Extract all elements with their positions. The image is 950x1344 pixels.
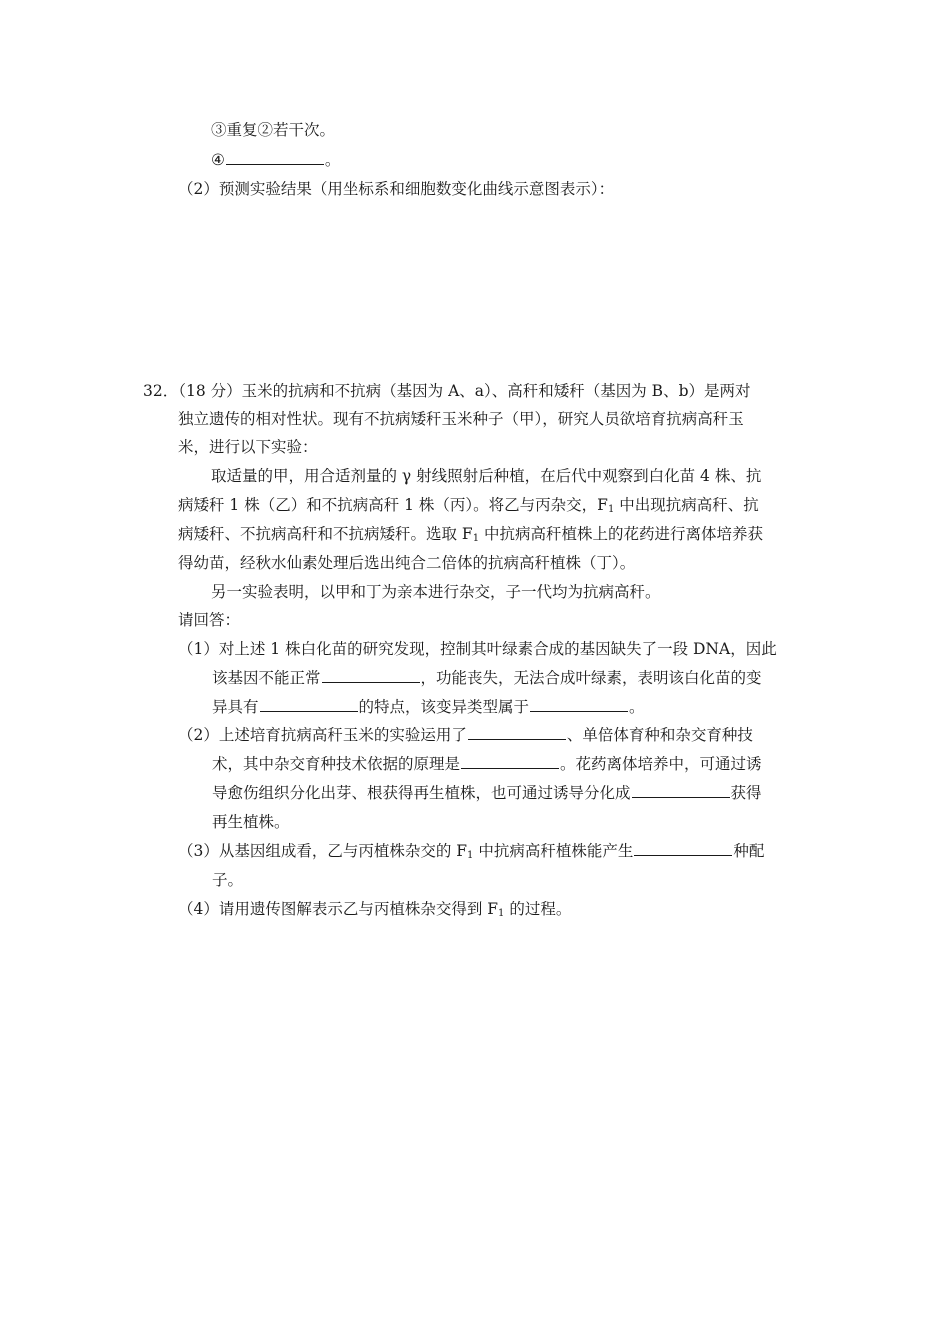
sub-q1-text-3c: 。 [629, 698, 645, 716]
sub-q1-line-1 [178, 638, 777, 660]
sub-q2-text-1b: 、单倍体育种和杂交育种技 [566, 726, 753, 744]
sub-q3-text-1c: 种配 [733, 842, 765, 860]
answer-blank-2b[interactable] [461, 753, 559, 769]
sub-q2-text-4: 再生植株。 [212, 813, 290, 831]
answer-blank-step4[interactable] [226, 149, 324, 165]
question-number: 32． [143, 382, 179, 400]
q32-intro-text-1: （18 分）玉米的抗病和不抗病（基因为 A、a）、高秆和矮秆（基因为 B、b）是两对 [178, 382, 751, 400]
answer-blank-3a[interactable] [634, 840, 732, 856]
sub-q3-text-1b: 中抗病高秆植株能产生 [473, 842, 634, 860]
q32-p1-line-4 [178, 552, 635, 574]
f1-subscript: 1 [607, 504, 615, 515]
answer-blank-2c[interactable] [632, 782, 730, 798]
q32-p1-line-2 [178, 494, 759, 516]
part-2-text: （2）预测实验结果（用坐标系和细胞数变化曲线示意图表示）： [178, 180, 615, 198]
f1-subscript: 1 [498, 908, 505, 919]
answer-blank-1c[interactable] [530, 696, 628, 712]
sub-q1-text-1: （1）对上述 1 株白化苗的研究发现，控制其叶绿素合成的基因缺失了一段 DNA，因此 [178, 640, 777, 658]
part-2-line [178, 178, 614, 200]
sub-q4-text-1a: （4）请用遗传图解表示乙与丙植株杂交得到 F [178, 900, 499, 918]
step-3-line [211, 119, 335, 141]
sub-q1-line-2 [212, 667, 762, 689]
sub-q2-text-3a: 导愈伤组织分化出芽、根获得再生植株，也可通过诱导分化成 [212, 784, 631, 802]
step-4-line [211, 149, 340, 171]
sub-q2-text-2b: 。花药离体培养中，可通过诱 [560, 755, 762, 773]
step-4-prefix: ④ [211, 151, 225, 169]
step-3-text: ③重复②若干次。 [211, 121, 336, 139]
q32-p2-line-1 [211, 581, 661, 603]
sub-q2-line-3 [212, 782, 762, 804]
sub-q1-line-3 [212, 696, 645, 718]
q32-p1-line-3 [178, 523, 763, 545]
q32-p1-line-1 [211, 465, 761, 487]
sub-q1-text-3a: 异具有 [212, 698, 259, 716]
sub-q2-text-3b: 获得 [730, 784, 762, 802]
sub-q2-line-1 [178, 724, 753, 746]
sub-q1-text-2a: 该基因不能正常 [212, 669, 321, 687]
q32-p1-text-2b: 中出现抗病高秆、抗 [614, 496, 759, 514]
step-4-suffix: 。 [324, 151, 341, 169]
q32-p1-text-2a: 病矮秆 1 株（乙）和不抗病高秆 1 株（丙）。将乙与丙杂交，F [178, 496, 608, 514]
q32-p1-text-1: 取适量的甲，用合适剂量的 γ 射线照射后种植，在后代中观察到白化苗 4 株、抗 [211, 467, 762, 485]
f1-subscript: 1 [467, 850, 474, 861]
q32-p2-text-1: 另一实验表明，以甲和丁为亲本进行杂交，子一代均为抗病高秆。 [211, 583, 661, 601]
sub-q1-text-2b: ，功能丧失，无法合成叶绿素，表明该白化苗的变 [420, 669, 762, 687]
q32-intro-text-3: 米，进行以下实验： [178, 438, 318, 456]
sub-q3-line-1 [178, 840, 764, 862]
answer-blank-1b[interactable] [260, 696, 358, 712]
sub-q2-text-1a: （2）上述培育抗病高秆玉米的实验运用了 [178, 726, 467, 744]
sub-q3-text-2: 子。 [212, 871, 244, 889]
q32-p1-text-3b: 中抗病高秆植株上的花药进行离体培养获 [479, 525, 763, 543]
sub-q3-text-1a: （3）从基因组成看，乙与丙植株杂交的 F [178, 842, 468, 860]
sub-q2-line-4 [212, 811, 290, 833]
sub-q1-text-3b: 的特点，该变异类型属于 [358, 698, 530, 716]
answer-blank-1a[interactable] [322, 667, 420, 683]
sub-q2-line-2 [212, 753, 762, 775]
sub-q2-text-2a: 术，其中杂交育种技术依据的原理是 [212, 755, 461, 773]
answer-blank-2a[interactable] [468, 724, 566, 740]
q32-intro-text-2: 独立遗传的相对性状。现有不抗病矮秆玉米种子（甲），研究人员欲培育抗病高秆玉 [178, 410, 744, 428]
f1-subscript: 1 [472, 533, 480, 544]
q32-p1-text-4: 得幼苗，经秋水仙素处理后选出纯合二倍体的抗病高秆植株（丁）。 [178, 554, 636, 572]
sub-q3-line-2 [212, 869, 243, 891]
q32-prompt-text: 请回答： [178, 611, 241, 629]
q32-p1-text-3a: 病矮秆、不抗病高秆和不抗病矮秆。选取 F [178, 525, 473, 543]
sub-q4-line-1 [178, 898, 571, 920]
q32-intro-line-3 [178, 436, 318, 458]
sub-q4-text-1b: 的过程。 [504, 900, 572, 918]
q32-intro-line-2 [178, 408, 744, 430]
q32-prompt-line [178, 609, 240, 631]
q32-intro-line-1 [143, 380, 751, 402]
